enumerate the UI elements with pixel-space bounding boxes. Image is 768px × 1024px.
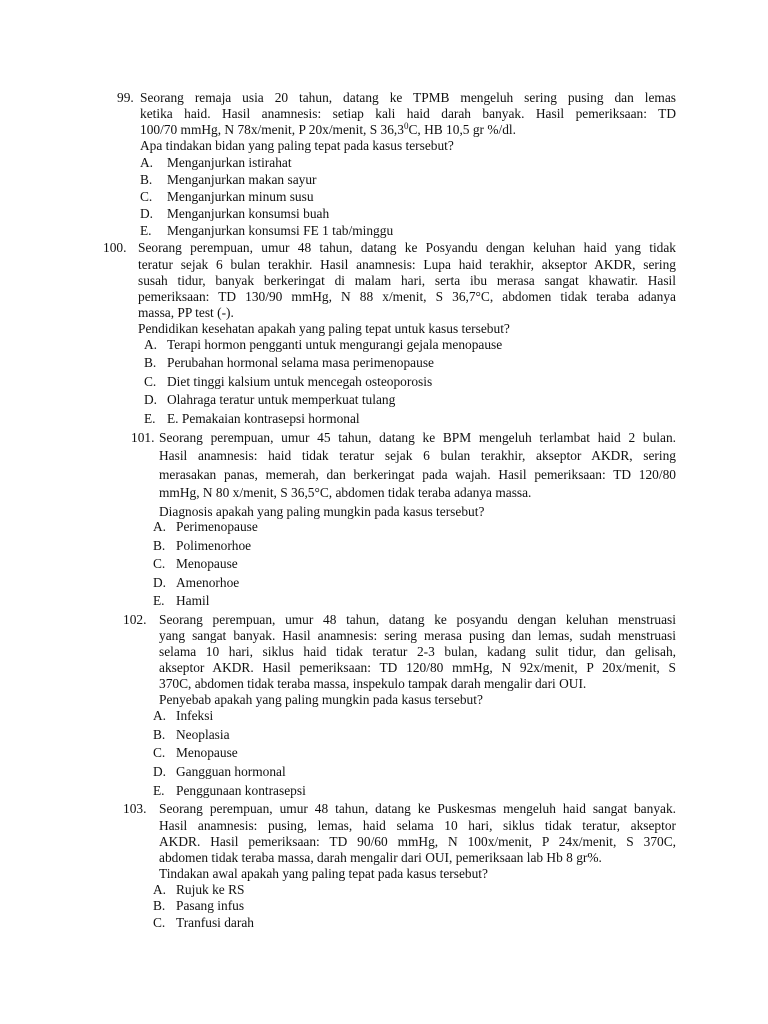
option-letter: A.	[153, 708, 167, 723]
option-letter: E.	[153, 783, 165, 798]
question-prompt: Pendidikan kesehatan apakah yang paling tepat untuk kasus tersebut?	[138, 321, 510, 336]
question-prompt: Penyebab apakah yang paling mungkin pada kasus tersebut?	[159, 692, 483, 707]
option-letter: B.	[153, 898, 166, 913]
question-stem-line: Seorang remaja usia 20 tahun, datang ke TPMB mengeluh sering pusing dan lemas	[140, 90, 676, 105]
question-stem-line: pemeriksaan: TD 130/90 mmHg, N 88 x/menit, S 36,7°C, abdomen tidak teraba adanya	[138, 289, 676, 304]
option-text: Amenorhoe	[176, 575, 240, 590]
option-text: Diet tinggi kalsium untuk mencegah osteoporosis	[167, 374, 433, 389]
option-letter: C.	[153, 556, 166, 571]
question-prompt: Apa tindakan bidan yang paling tepat pada kasus tersebut?	[140, 138, 454, 153]
option-text: Perubahan hormonal selama masa perimenopause	[167, 355, 434, 370]
option-text: Menganjurkan konsumsi FE 1 tab/minggu	[167, 223, 394, 238]
question-stem-line: yang sangat banyak. Hasil anamnesis: sering merasa pusing dan lemas, sudah menstruasi	[159, 628, 676, 643]
option-text: Menopause	[176, 745, 238, 760]
option-letter: E.	[153, 593, 165, 608]
option-letter: D.	[153, 764, 167, 779]
option-text: Gangguan hormonal	[176, 764, 286, 779]
option-letter: A.	[140, 155, 154, 170]
question-prompt: Diagnosis apakah yang paling mungkin pada kasus tersebut?	[159, 504, 485, 519]
option-letter: C.	[144, 374, 157, 389]
option-text: Hamil	[176, 593, 210, 608]
option-letter: D.	[140, 206, 154, 221]
option-letter: E.	[144, 411, 156, 426]
option-text: Menganjurkan istirahat	[167, 155, 292, 170]
option-text: Terapi hormon pengganti untuk mengurangi gejala menopause	[167, 337, 503, 352]
question-stem-line: 370C, abdomen tidak teraba massa, inspekulo tampak darah mengalir dari OUI.	[159, 676, 587, 691]
question-stem-line: mmHg, N 80 x/menit, S 36,5°C, abdomen tidak teraba adanya massa.	[159, 485, 532, 500]
question-stem-line: abdomen tidak teraba massa, darah mengalir dari OUI, pemeriksaan lab Hb 8 gr%.	[159, 850, 602, 865]
option-letter: A.	[153, 882, 167, 897]
question-stem-line: Seorang perempuan, umur 48 tahun, datang ke posyandu dengan keluhan menstruasi	[159, 612, 676, 627]
option-text: E. Pemakaian kontrasepsi hormonal	[167, 411, 360, 426]
option-text: Infeksi	[176, 708, 214, 723]
stem-text: 100/70 mmHg, N 78x/menit, P 20x/menit, S 36,3	[140, 122, 404, 137]
question-stem-line: Hasil anamnesis: pusing, lemas, haid selama 10 hari, siklus tidak teratur, akseptor	[159, 818, 676, 833]
option-letter: A.	[144, 337, 158, 352]
question-stem-line: Hasil anamnesis: haid tidak teratur sejak 6 bulan terakhir, akseptor AKDR, sering	[159, 448, 676, 463]
question-stem-line	[140, 122, 516, 138]
option-text: Pasang infus	[176, 898, 245, 913]
question-number: 99.	[117, 90, 134, 105]
question-stem-line: massa, PP test (-).	[138, 305, 234, 320]
question-stem-line: merasakan panas, memerah, dan berkeringat pada wajah. Hasil pemeriksaan: TD 120/80	[159, 467, 676, 482]
option-letter: B.	[153, 727, 166, 742]
option-text: Tranfusi darah	[176, 915, 254, 930]
option-text: Menopause	[176, 556, 238, 571]
question-number: 101.	[131, 430, 155, 445]
question-prompt: Tindakan awal apakah yang paling tepat pada kasus tersebut?	[159, 866, 488, 881]
question-stem-line: Seorang perempuan, umur 45 tahun, datang ke BPM mengeluh terlambat haid 2 bulan.	[159, 430, 676, 445]
question-number: 103.	[123, 801, 147, 816]
question-stem-line: Seorang perempuan, umur 48 tahun, datang ke Puskesmas mengeluh haid sangat banyak.	[159, 801, 676, 816]
superscript: 0	[403, 121, 409, 131]
question-stem-line: susah tidur, banyak berkeringat di malam hari, serta ibu merasa sangat khawatir. Hasil	[138, 273, 676, 288]
option-text: Perimenopause	[176, 519, 258, 534]
stem-text: C, HB 10,5 gr %/dl.	[408, 122, 516, 137]
question-number: 100.	[103, 240, 127, 255]
option-letter: C.	[140, 189, 153, 204]
option-letter: A.	[153, 519, 167, 534]
question-stem-line: AKDR. Hasil pemeriksaan: TD 90/60 mmHg, N 100x/menit, P 24x/menit, S 370C,	[159, 834, 676, 849]
question-stem-line: akseptor AKDR. Hasil pemeriksaan: TD 120/80 mmHg, N 92x/menit, P 20x/menit, S	[159, 660, 676, 675]
option-letter: B.	[144, 355, 157, 370]
option-text: Menganjurkan minum susu	[167, 189, 314, 204]
option-letter: D.	[153, 575, 167, 590]
option-letter: D.	[144, 392, 158, 407]
option-text: Menganjurkan konsumsi buah	[167, 206, 330, 221]
option-text: Polimenorhoe	[176, 538, 252, 553]
option-letter: B.	[140, 172, 153, 187]
option-text: Neoplasia	[176, 727, 230, 742]
question-stem-line: ketika haid. Hasil anamnesis: setiap kali haid darah banyak. Hasil pemeriksaan: TD	[140, 106, 676, 121]
option-letter: E.	[140, 223, 152, 238]
option-letter: C.	[153, 745, 166, 760]
option-text: Olahraga teratur untuk memperkuat tulang	[167, 392, 396, 407]
option-letter: C.	[153, 915, 166, 930]
question-stem-line: Seorang perempuan, umur 48 tahun, datang ke Posyandu dengan keluhan haid yang tidak	[138, 240, 676, 255]
question-stem-line: selama 10 hari, siklus haid tidak teratur 2-3 bulan, kadang sulit tidur, dan gelisah,	[159, 644, 676, 659]
option-text: Rujuk ke RS	[176, 882, 245, 897]
question-number: 102.	[123, 612, 147, 627]
question-stem-line: teratur sejak 6 bulan terakhir. Hasil anamnesis: Lupa haid terakhir, akseptor AKDR, sering	[138, 257, 676, 272]
option-letter: B.	[153, 538, 166, 553]
option-text: Menganjurkan makan sayur	[167, 172, 317, 187]
option-text: Penggunaan kontrasepsi	[176, 783, 306, 798]
